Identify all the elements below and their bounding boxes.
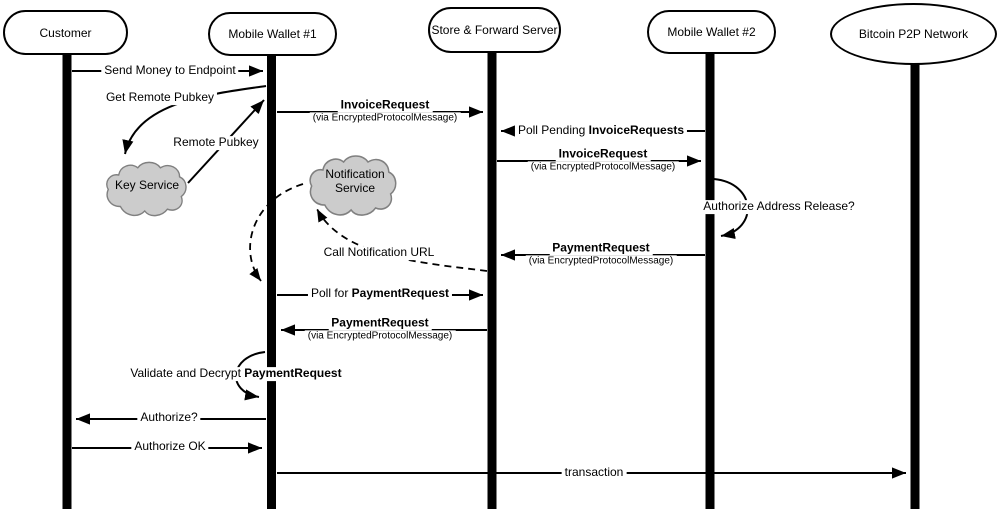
actor-store-forward-server-label: Store & Forward Server	[431, 23, 558, 37]
actor-store-forward-server	[428, 7, 561, 53]
label-authorize-question: Authorize?	[137, 411, 200, 425]
label-send-money: Send Money to Endpoint	[101, 64, 238, 78]
actor-customer	[3, 10, 128, 55]
label-validate-decrypt: Validate and Decrypt PaymentRequest	[127, 367, 344, 381]
actor-mobile-wallet-1	[208, 12, 337, 56]
arrow-call-notification-url	[317, 209, 487, 271]
label-transaction: transaction	[562, 466, 627, 480]
actor-bitcoin-p2p-network	[830, 3, 997, 65]
actor-customer-label: Customer	[39, 25, 92, 40]
label-authorize-address-release: Authorize Address Release?	[700, 200, 857, 214]
label-invoice-request-2: InvoiceRequest (via EncryptedProtocolMessage)	[528, 147, 679, 172]
key-service-label: Key Service	[114, 178, 180, 193]
actor-mobile-wallet-2-label: Mobile Wallet #2	[667, 25, 756, 39]
label-poll-for-payment-request: Poll for PaymentRequest	[308, 287, 452, 301]
actor-mobile-wallet-1-label: Mobile Wallet #1	[228, 27, 317, 41]
label-authorize-ok: Authorize OK	[131, 440, 208, 454]
notification-service-label: Notification Service	[325, 167, 385, 195]
label-remote-pubkey: Remote Pubkey	[170, 136, 261, 150]
actor-mobile-wallet-2	[647, 10, 776, 54]
label-get-remote-pubkey: Get Remote Pubkey	[103, 91, 217, 105]
label-call-notification-url: Call Notification URL	[321, 246, 438, 260]
arrow-notify-wallet1	[250, 184, 303, 281]
label-invoice-request-1: InvoiceRequest (via EncryptedProtocolMessage)	[310, 98, 461, 123]
label-poll-pending-invoicerequests: Poll Pending InvoiceRequests	[515, 124, 687, 138]
label-payment-request-to-wallet1: PaymentRequest (via EncryptedProtocolMessage)	[305, 316, 456, 341]
actor-bitcoin-p2p-network-label: Bitcoin P2P Network	[858, 27, 969, 41]
label-payment-request-to-server: PaymentRequest (via EncryptedProtocolMessage)	[526, 241, 677, 266]
